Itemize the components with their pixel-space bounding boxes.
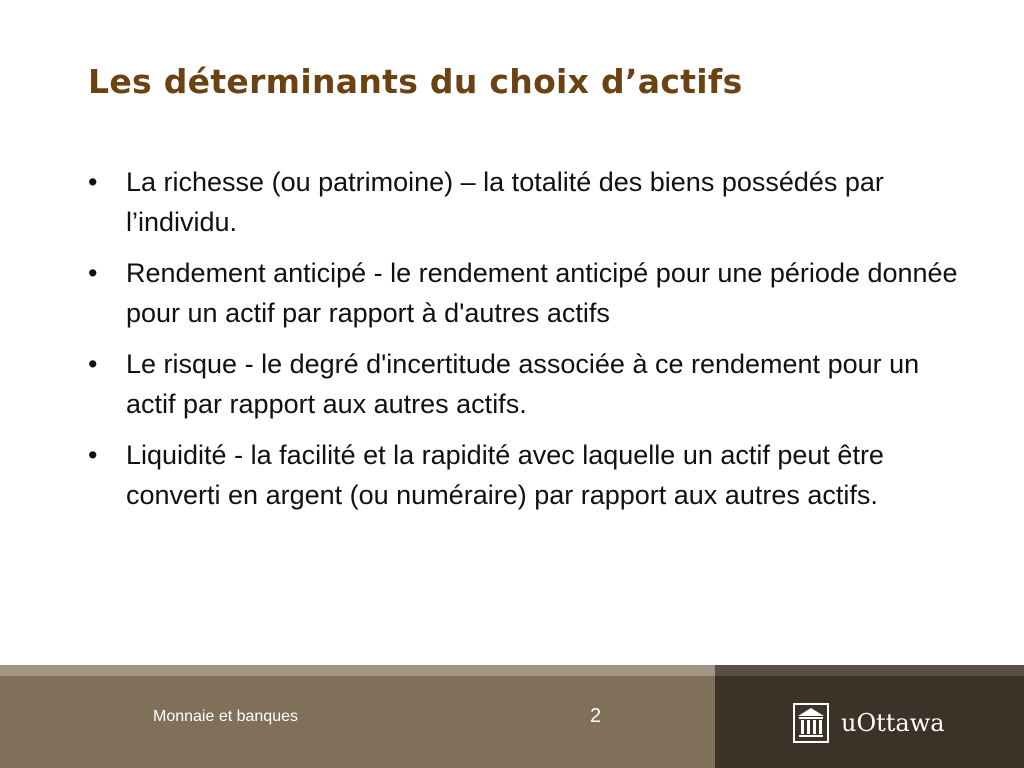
bullet-text: La richesse (ou patrimoine) – la totalité des biens possédés par l’individu.: [126, 167, 884, 237]
bullet-text: Le risque - le degré d'incertitude associée à ce rendement pour un actif par rapport aux autres actifs.: [126, 349, 920, 419]
course-name: Monnaie et banques: [153, 708, 298, 725]
bullet-item: [88, 253, 958, 333]
logo-panel: [715, 665, 1024, 768]
bullet-list: [88, 162, 958, 526]
bullet-item: [88, 435, 958, 515]
bullet-text: Rendement anticipé - le rendement anticipé pour une période donnée pour un actif par rapport à d'autres actifs: [126, 258, 958, 328]
bullet-marker: •: [88, 440, 98, 470]
bullet-text: Liquidité - la facilité et la rapidité avec laquelle un actif peut être converti en argent (ou numéraire) par rapport aux autres actifs.: [126, 440, 884, 510]
building-icon: [793, 703, 829, 743]
slide-title: Les déterminants du choix d’actifs: [88, 62, 743, 101]
bullet-marker: •: [88, 258, 98, 288]
logo-panel-divider: [715, 665, 1024, 676]
bullet-marker: •: [88, 349, 98, 379]
footer-divider: [0, 665, 715, 676]
bullet-item: [88, 162, 958, 242]
slide-footer: [0, 665, 1024, 768]
bullet-marker: •: [88, 167, 98, 197]
bullet-item: [88, 344, 958, 424]
logo-text: uOttawa: [841, 709, 945, 737]
page-number: 2: [590, 705, 602, 727]
uottawa-logo: [793, 703, 945, 743]
